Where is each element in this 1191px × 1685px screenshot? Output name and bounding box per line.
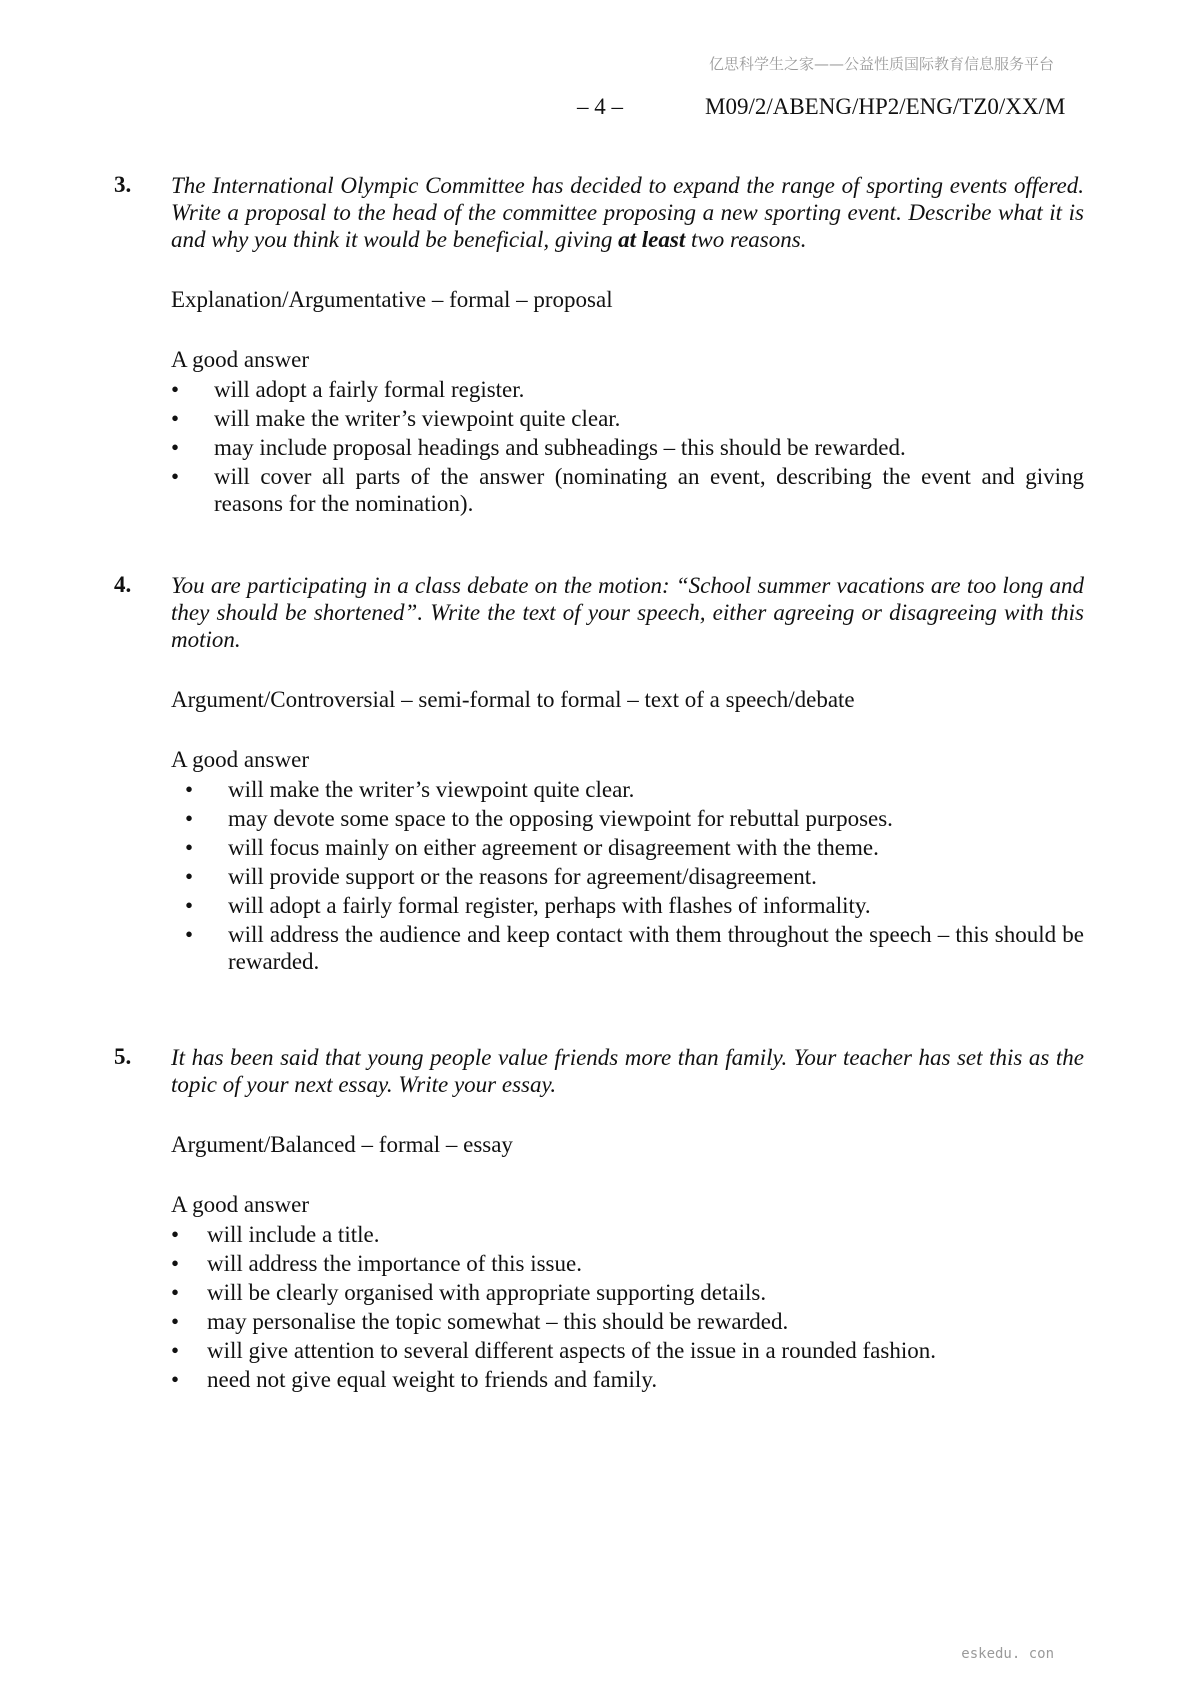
criterion-text: will make the writer’s viewpoint quite clear.	[214, 406, 621, 431]
bullet-icon: •	[171, 464, 180, 489]
question-5	[114, 1044, 1084, 1395]
criterion-text: will make the writer’s viewpoint quite clear.	[228, 777, 635, 802]
criterion-text: will cover all parts of the answer (nominating an event, describing the event and giving reasons for the nomination).	[214, 464, 1084, 516]
good-answer-label: A good answer	[171, 747, 309, 772]
list-item	[171, 892, 1084, 919]
criterion-text: will focus mainly on either agreement or disagreement with the theme.	[228, 835, 879, 860]
criterion-text: will address the importance of this issue.	[207, 1251, 582, 1276]
bullet-icon: •	[171, 435, 180, 460]
list-item	[171, 1308, 1084, 1335]
bullet-icon: •	[171, 1222, 180, 1247]
criterion-text: will give attention to several different aspects of the issue in a rounded fashion.	[207, 1338, 936, 1363]
criterion-text: will be clearly organised with appropriate supporting details.	[207, 1280, 767, 1305]
list-item	[171, 1250, 1084, 1277]
bullet-icon: •	[171, 1251, 180, 1276]
bullet-icon: •	[185, 864, 194, 889]
page-number: – 4 –	[577, 94, 623, 119]
list-item	[171, 805, 1084, 832]
question-number: 5.	[114, 1044, 132, 1069]
criterion-text: may personalise the topic somewhat – this should be rewarded.	[207, 1309, 789, 1334]
list-item	[171, 1366, 1084, 1393]
question-number: 3.	[114, 172, 132, 197]
prompt-text: two reasons.	[685, 227, 807, 252]
text-type: Argument/Controversial – semi-formal to formal – text of a speech/debate	[171, 687, 855, 712]
question-number: 4.	[114, 572, 132, 597]
list-item	[171, 1337, 1084, 1364]
list-item	[171, 376, 1084, 403]
list-item	[171, 434, 1084, 461]
watermark-bottom: eskedu. con	[961, 1646, 1054, 1662]
list-item	[171, 921, 1084, 975]
criteria-list	[171, 376, 1084, 517]
criterion-text: will include a title.	[207, 1222, 380, 1247]
good-answer-label: A good answer	[171, 347, 309, 372]
list-item	[171, 863, 1084, 890]
good-answer-label: A good answer	[171, 1192, 309, 1217]
bullet-icon: •	[185, 922, 194, 947]
list-item	[171, 1221, 1084, 1248]
bullet-icon: •	[171, 406, 180, 431]
criterion-text: will provide support or the reasons for agreement/disagreement.	[228, 864, 817, 889]
list-item	[171, 776, 1084, 803]
bullet-icon: •	[171, 1338, 180, 1363]
list-item	[171, 834, 1084, 861]
list-item	[171, 463, 1084, 517]
question-4	[114, 572, 1084, 977]
bullet-icon: •	[171, 1309, 180, 1334]
question-3	[114, 172, 1084, 519]
bullet-icon: •	[171, 1280, 180, 1305]
bullet-icon: •	[185, 835, 194, 860]
bullet-icon: •	[185, 777, 194, 802]
criterion-text: need not give equal weight to friends and family.	[207, 1367, 658, 1392]
bullet-icon: •	[171, 377, 180, 402]
page-header	[0, 94, 1191, 124]
bullet-icon: •	[185, 893, 194, 918]
criterion-text: will adopt a fairly formal register.	[214, 377, 525, 402]
bullet-icon: •	[185, 806, 194, 831]
document-code: M09/2/ABENG/HP2/ENG/TZ0/XX/M	[705, 94, 1066, 119]
criterion-text: may devote some space to the opposing viewpoint for rebuttal purposes.	[228, 806, 893, 831]
criteria-list	[171, 776, 1084, 975]
question-prompt	[171, 172, 1084, 253]
list-item	[171, 1279, 1084, 1306]
criterion-text: will adopt a fairly formal register, perhaps with flashes of informality.	[228, 893, 871, 918]
bullet-icon: •	[171, 1367, 180, 1392]
watermark-top: 亿思科学生之家——公益性质国际教育信息服务平台	[708, 55, 1054, 73]
prompt-text: The International Olympic Committee has decided to expand the range of sporting events offered. Write a proposal to the head of the committee proposing a new sporting event. Describe what it is and why you think it would be beneficial, giving	[171, 173, 1084, 252]
criteria-list	[171, 1221, 1084, 1393]
prompt-emphasis: at least	[618, 227, 686, 252]
criterion-text: may include proposal headings and subheadings – this should be rewarded.	[214, 435, 906, 460]
list-item	[171, 405, 1084, 432]
criterion-text: will address the audience and keep contact with them throughout the speech – this should be rewarded.	[228, 922, 1084, 974]
text-type: Explanation/Argumentative – formal – proposal	[171, 287, 613, 312]
text-type: Argument/Balanced – formal – essay	[171, 1132, 513, 1157]
question-prompt: You are participating in a class debate on the motion: “School summer vacations are too long and they should be shortened”. Write the text of your speech, either agreeing or disagreeing with this motion.	[171, 573, 1084, 652]
question-prompt: It has been said that young people value friends more than family. Your teacher has set this as the topic of your next essay. Write your essay.	[171, 1045, 1084, 1097]
